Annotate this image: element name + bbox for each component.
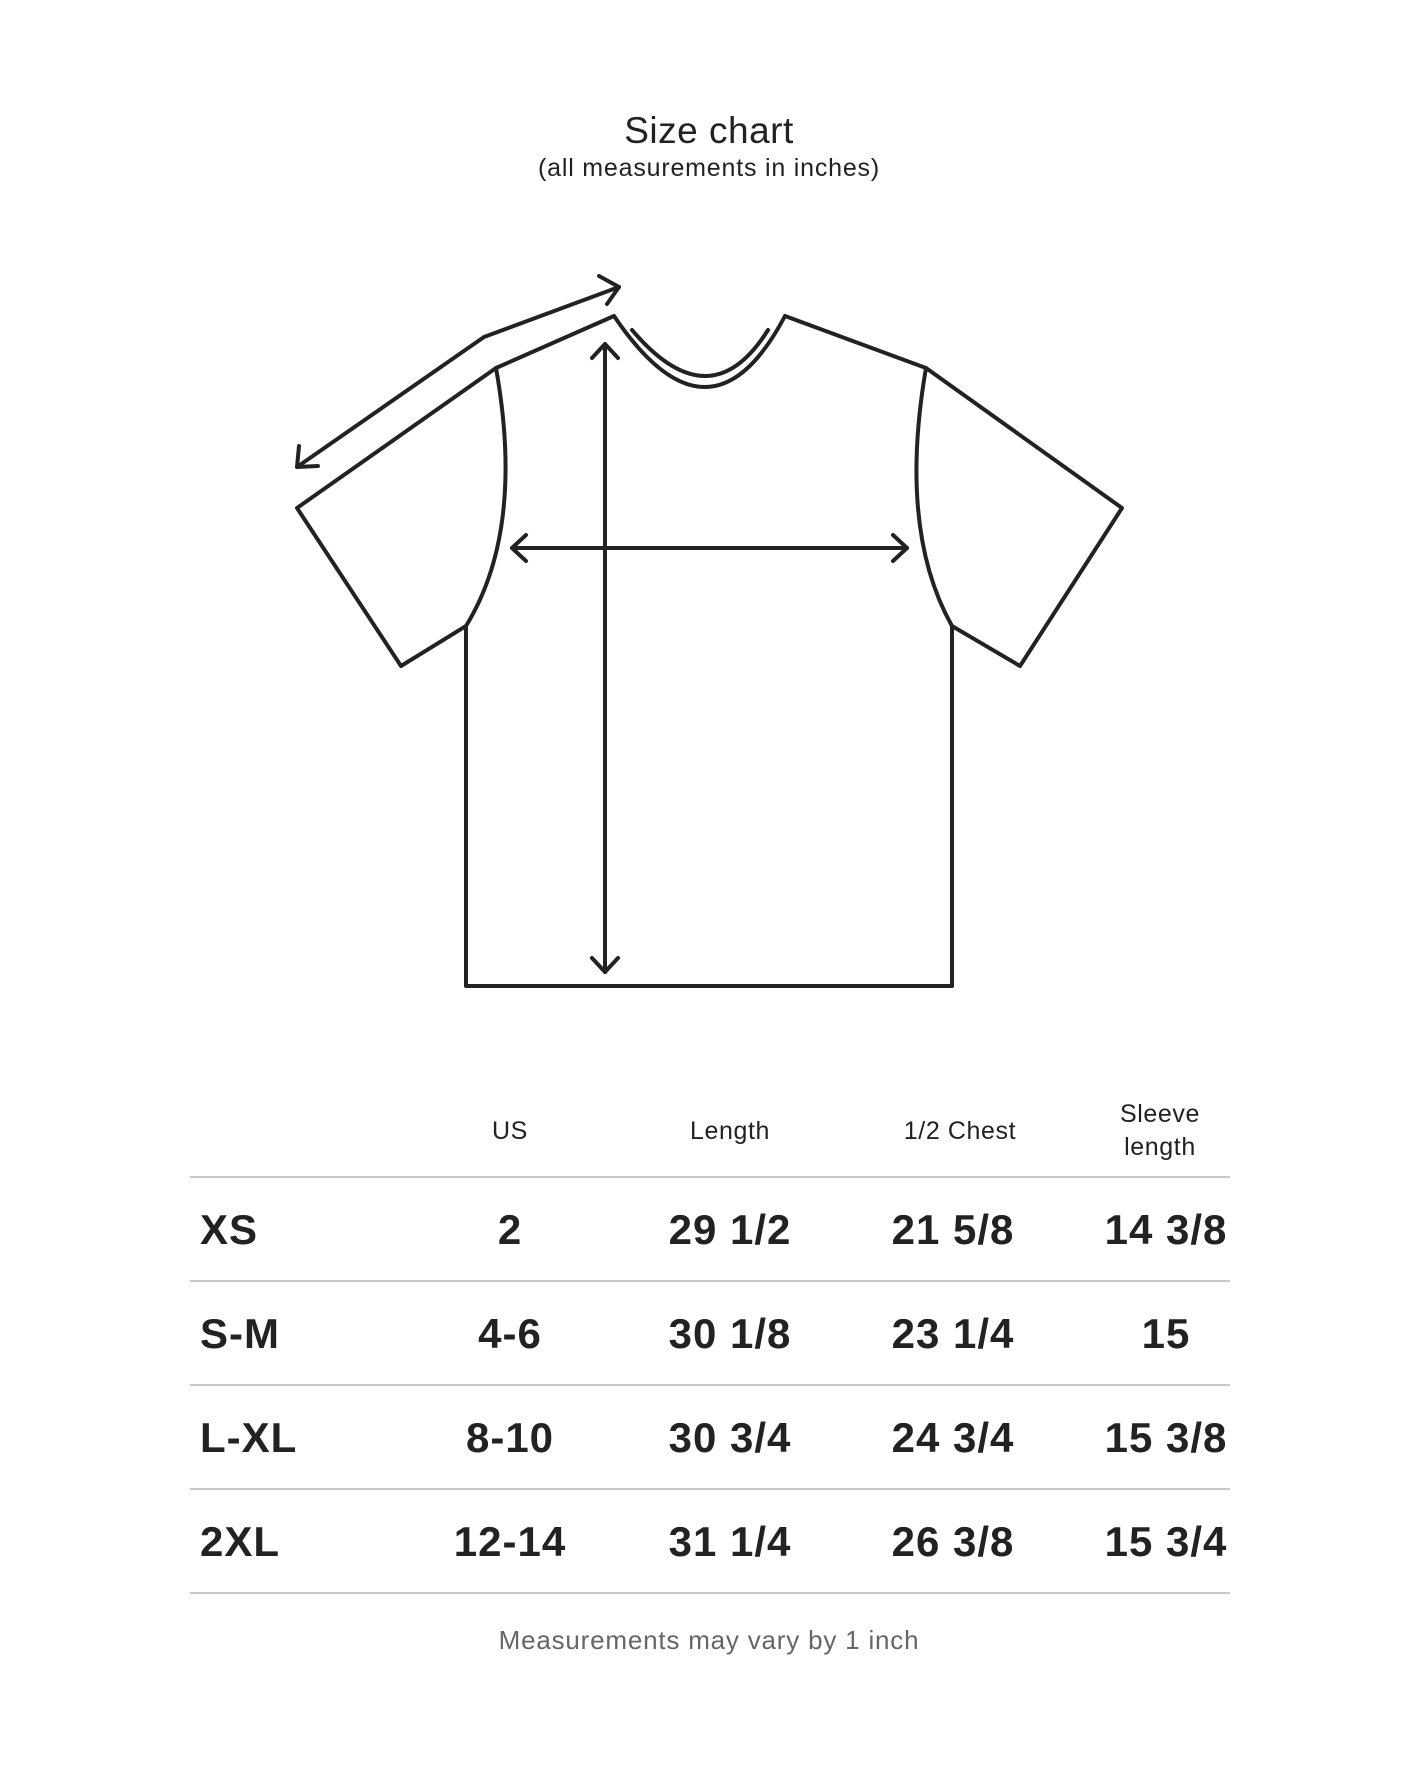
cell-chest: 26 3/8: [891, 1518, 1015, 1565]
cell-us: 2: [497, 1206, 523, 1253]
chart-title: Size chart: [624, 110, 794, 151]
chart-subtitle: (all measurements in inches): [538, 154, 880, 182]
cell-length: 30 1/8: [668, 1310, 792, 1357]
table-row: [190, 1282, 1230, 1384]
table-row: [190, 1490, 1230, 1592]
cell-chest: 21 5/8: [891, 1206, 1015, 1253]
cell-size: XS: [200, 1206, 259, 1253]
cell-length: 29 1/2: [668, 1206, 792, 1253]
right-armhole: [916, 368, 952, 626]
left-armhole: [466, 368, 506, 626]
cell-us: 12-14: [453, 1518, 567, 1565]
cell-chest: 23 1/4: [891, 1310, 1015, 1357]
header-chest: 1/2 Chest: [903, 1117, 1017, 1145]
cell-sleeve: 15 3/4: [1104, 1518, 1228, 1565]
cell-sleeve: 15: [1141, 1310, 1191, 1357]
cell-us: 4-6: [478, 1310, 542, 1357]
cell-sleeve: 15 3/8: [1104, 1414, 1228, 1461]
cell-length: 30 3/4: [668, 1414, 792, 1461]
footer-note: Measurements may vary by 1 inch: [498, 1625, 920, 1655]
table-row: [190, 1386, 1230, 1488]
header-us: US: [492, 1117, 528, 1145]
tshirt-outline: [297, 316, 1122, 986]
table-row: [190, 1178, 1230, 1280]
cell-size: L-XL: [200, 1414, 298, 1461]
cell-sleeve: 14 3/8: [1104, 1206, 1228, 1253]
cell-size: 2XL: [200, 1518, 281, 1565]
cell-length: 31 1/4: [668, 1518, 792, 1565]
table-rule: [190, 1592, 1230, 1594]
cell-chest: 24 3/4: [891, 1414, 1015, 1461]
cell-size: S-M: [200, 1310, 280, 1357]
sleeve-length-arrow: [297, 287, 619, 467]
cell-us: 8-10: [465, 1414, 555, 1461]
header-length: Length: [689, 1117, 771, 1145]
header-sleeve: Sleeve length: [1119, 1100, 1201, 1161]
